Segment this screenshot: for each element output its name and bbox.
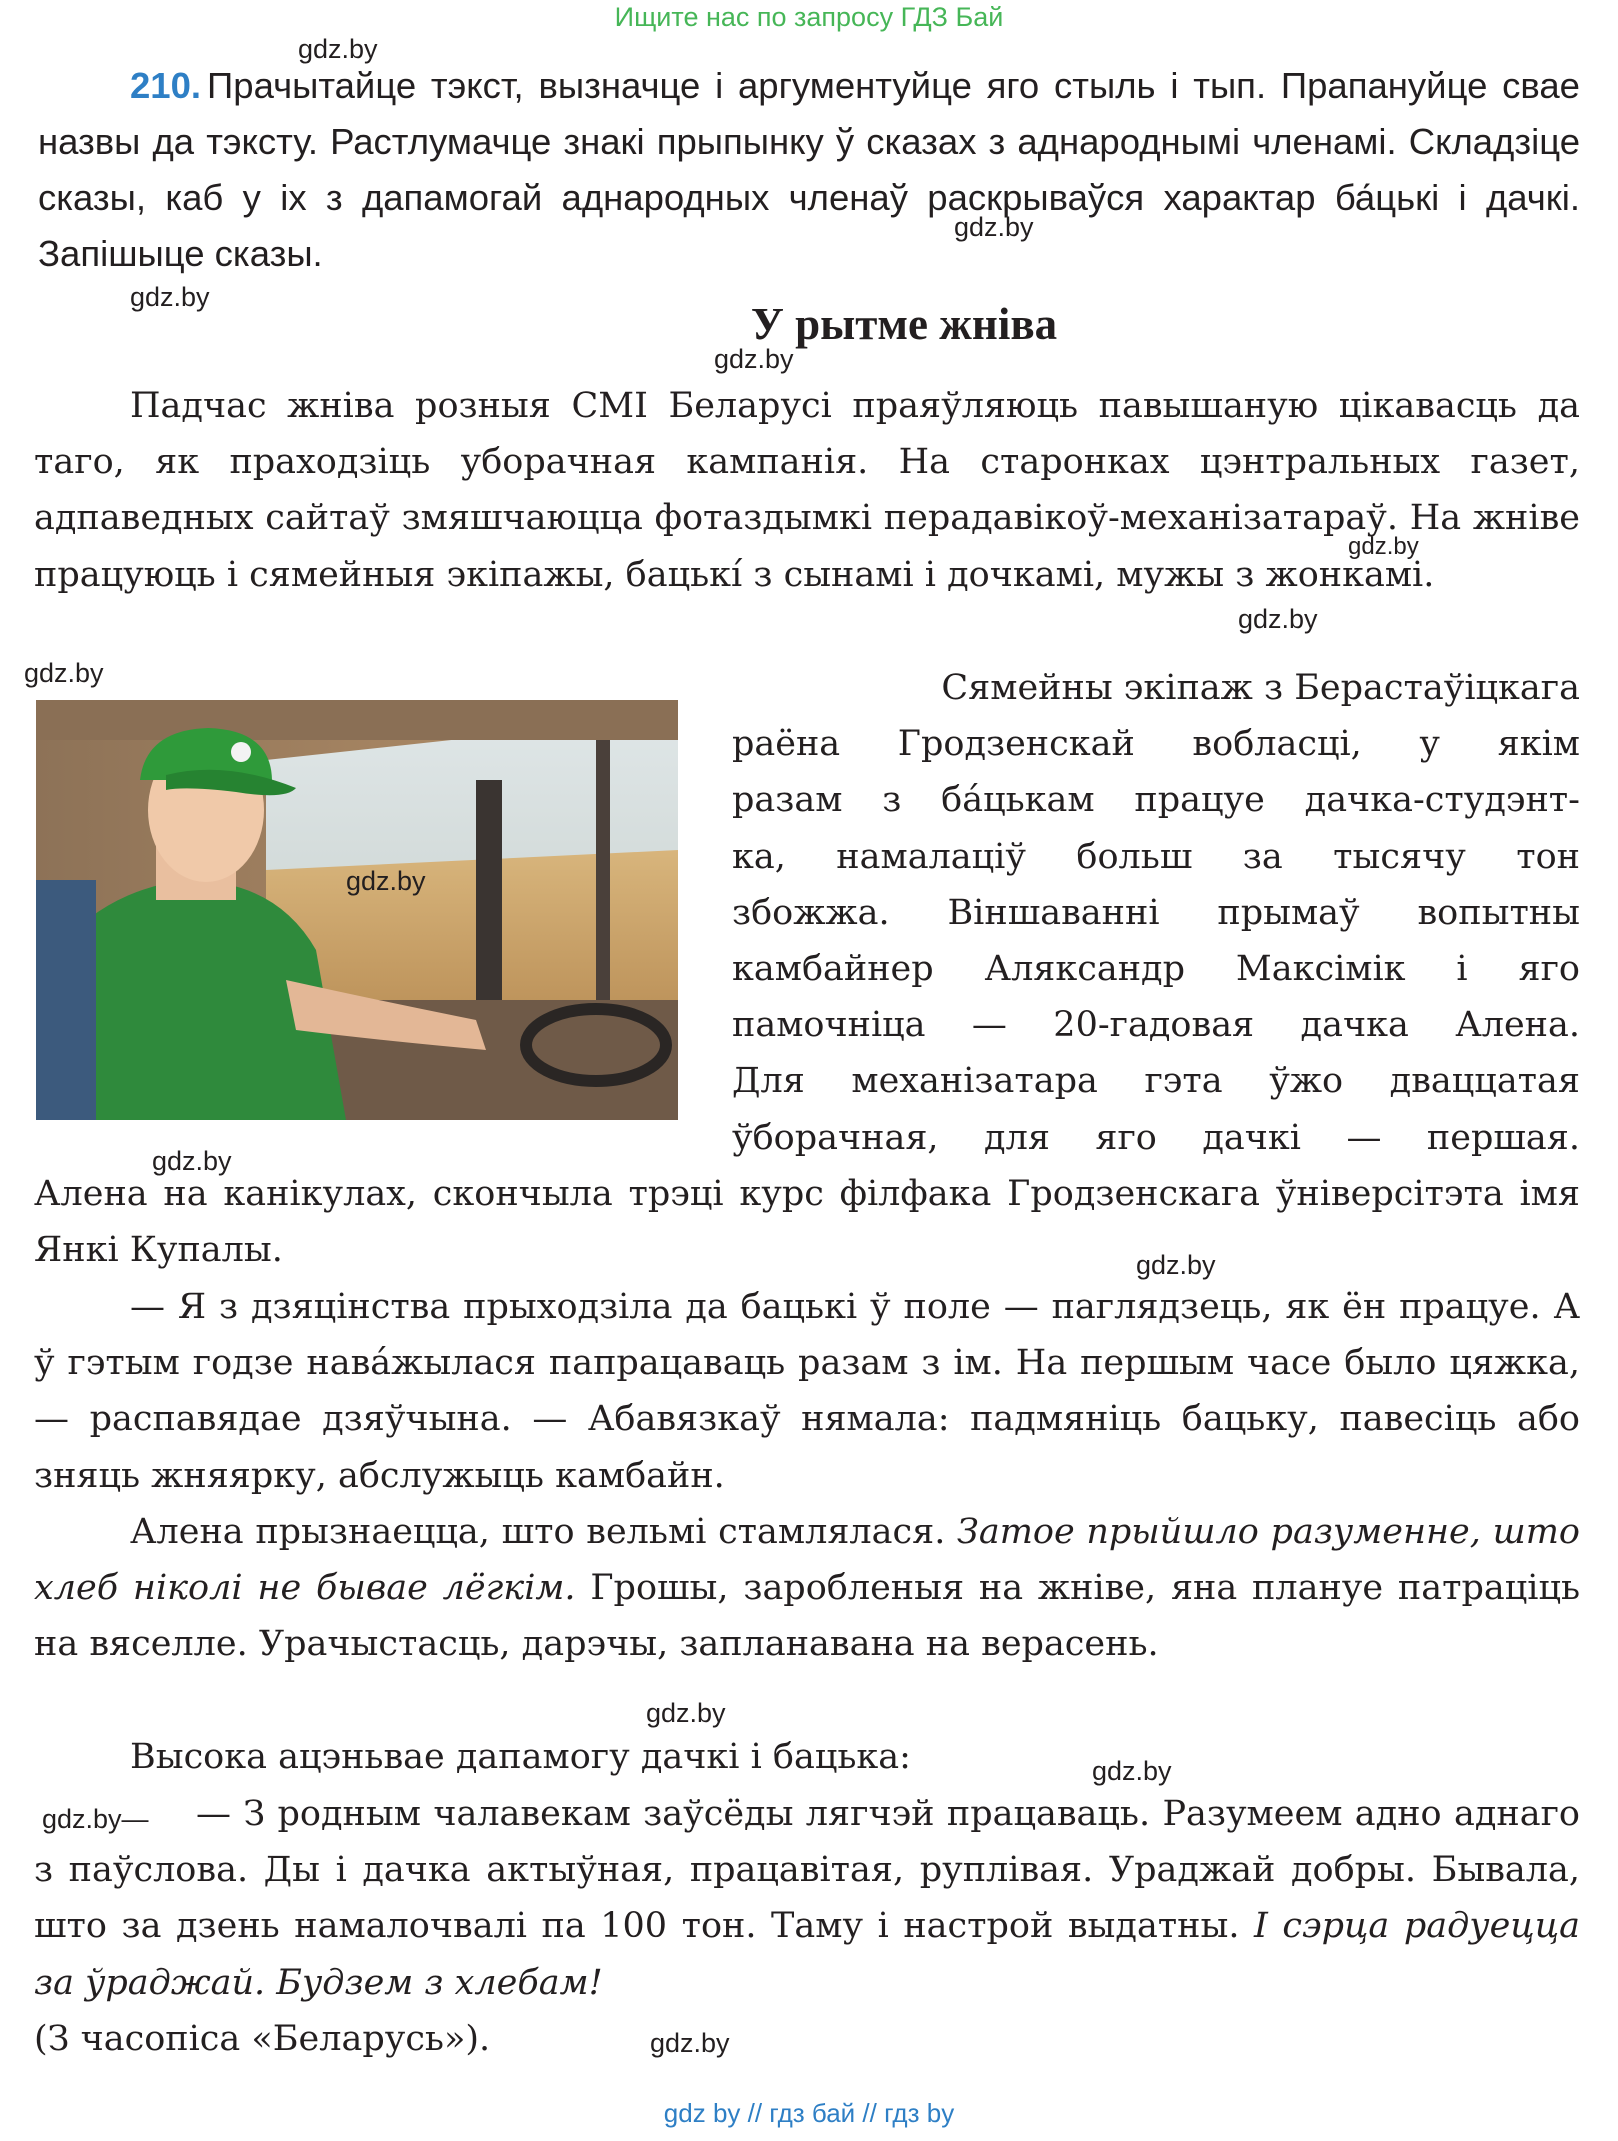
article-paragraph-2-line: разам з ба́цькам працуе дачка-студэнт- (732, 780, 1580, 821)
article-title: У рытме жніва (750, 299, 1058, 349)
article-paragraph-2-line: Сямейны экіпаж з Берастаўіцкага (941, 668, 1580, 708)
photo-girl-in-combine (36, 700, 678, 1120)
watermark: gdz.by (298, 34, 378, 64)
watermark: gdz.by— (42, 1804, 149, 1834)
task-number: 210. (130, 65, 202, 106)
task-instructions (38, 58, 1580, 282)
watermark: gdz.by (346, 866, 426, 896)
article-paragraph-5: Высока ацэньвае дапамогу дачкі і бацька: (130, 1737, 911, 1777)
watermark: gdz.by (1238, 604, 1318, 634)
watermark: gdz.by (714, 344, 794, 374)
watermark: gdz.by (152, 1146, 232, 1176)
top-banner: Ищите нас по запросу ГДЗ Бай (614, 2, 1004, 32)
watermark: gdz.by (646, 1698, 726, 1728)
article-paragraph-4 (34, 1504, 1580, 1673)
article-paragraph-3: — Я з дзяцінства прыходзіла да бацькі ў поле — паглядзець, як ён працуе. А ў гэтым годзе нава́жылася папрацаваць разам з ім. На першым часе было цяжка, — распавядае дзяўчына. — Абавязкаў нямала: падмяніць бацьку, павесіць або зняць жняярку, абслужыць камбайн. (34, 1287, 1580, 1496)
article-source: (З часопіса «Беларусь»). (34, 2019, 491, 2059)
watermark: gdz.by (650, 2028, 730, 2058)
article-paragraph-2-line: ка, намалаціў больш за тысячу тон (732, 836, 1580, 877)
paragraph-4-italic: Затое прыйшло разуменне, што хлеб ніколі не бывае лёгкім. (34, 1512, 1580, 1609)
watermark: gdz.by (1136, 1250, 1216, 1280)
paragraph-6-start: — З родным чалавекам заўсёды лягчэй працаваць. Разумеем адно аднаго з паўслова. Ды і дачка актыўная, працавітая, руплівая. Ураджай добры. Бывала, што за дзень намалочвалі па 100 тон. Таму і настрой выдатны. (34, 1794, 1580, 1947)
paragraph-4-start: Алена прызнаецца, што вельмі стамлялася. (130, 1512, 958, 1552)
watermark: gdz.by (954, 212, 1034, 242)
photo-illustration (36, 700, 678, 1120)
article-paragraph-6 (34, 1786, 1580, 2011)
paragraph-4-end: Грошы, заробленыя на жніве, яна плануе патраціць на вяселле. Урачыстасць, дарэчы, запланавана на верасень. (34, 1568, 1581, 1665)
article-paragraph-2-line: раёна Гродзенскай вобласці, у якім (732, 724, 1580, 765)
article-paragraph-2-tail: Алена на канікулах, скончыла трэці курс філфака Гродзенскага ўніверсітэта імя Янкі Купалы. (34, 1174, 1580, 1271)
watermark: gdz.by (24, 658, 104, 688)
article-paragraph-1: Падчас жніва розныя СМІ Беларусі праяўляюць павышаную цікавасць да таго, як праходзіць уборачная кампанія. На старонках цэнтральных газет, адпаведных сайтаў змяшчаюцца фотаздымкі перадавікоў-механізатараў. На жніве працуюць і сямейныя экіпажы, бацькі́ з сынамі і дочкамі, мужы з жонкамі. (34, 386, 1580, 595)
watermark: gdz.by (1348, 533, 1419, 560)
article-paragraph-2-line: камбайнер Аляксандр Максімік і яго (732, 949, 1580, 990)
task-text: Прачытайце тэкст, вызначце і аргументуйце яго стыль і тып. Прапануйце свае назвы да тэксту. Растлумачце знакі прыпынку ў сказах з аднароднымі членамі. Складзіце сказы, каб у іх з дапамогай аднародных членаў раскрываўся характар ба́цькі і дачкі. Запішыце сказы. (38, 65, 1580, 274)
paragraph-6-italic: І сэрца радуецца за ўраджай. Будзем з хлебам! (34, 1906, 1581, 2003)
article-paragraph-2-line: памочніца — 20-гадовая дачка Алена. (732, 1005, 1580, 1046)
footer-watermark: gdz by // гдз бай // гдз by (663, 2098, 955, 2128)
article-paragraph-2-wrapped (732, 660, 1580, 1166)
article-paragraph-2-line: збожжа. Віншаванні прымаў вопытны (732, 892, 1580, 933)
article-paragraph-2-line: Для механізатара гэта ўжо дваццатая (732, 1061, 1580, 1102)
watermark: gdz.by (130, 282, 210, 312)
article-paragraph-2-line: ўборачная, для яго дачкі — першая. (732, 1117, 1580, 1158)
watermark: gdz.by (1092, 1756, 1172, 1786)
